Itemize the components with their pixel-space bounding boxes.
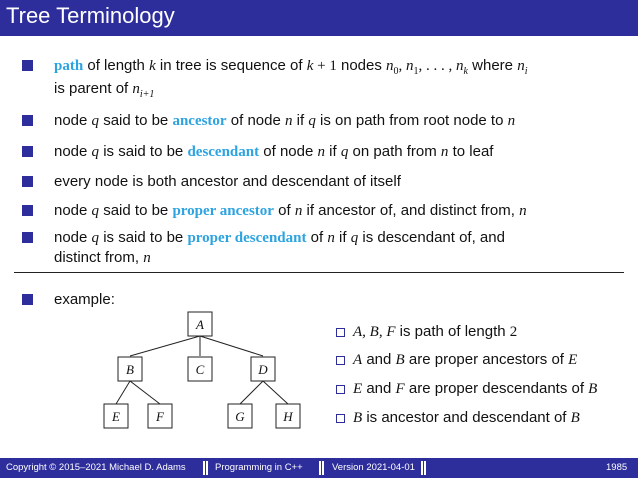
- keyword-descendant: descendant: [187, 144, 260, 160]
- tree-node-g: G: [235, 409, 245, 424]
- footer-separator: [421, 461, 423, 475]
- footer-version: Version 2021-04-01: [332, 462, 415, 473]
- edge-a-d: [200, 336, 263, 356]
- tree-diagram: [100, 306, 320, 434]
- title-bar: [0, 0, 638, 36]
- tree-node-c: C: [195, 362, 205, 377]
- edge-d-g: [240, 381, 263, 404]
- edge-a-b: [130, 336, 200, 356]
- sub-bullet-square-icon: [336, 356, 345, 365]
- bullet-square-icon: [22, 232, 33, 243]
- bullet-square-icon: [22, 115, 33, 126]
- bullet-square-icon: [22, 205, 33, 216]
- bullet-square-icon: [22, 176, 33, 187]
- edge-d-h: [263, 381, 288, 404]
- tree-node-b: B: [126, 362, 134, 377]
- edge-b-e: [116, 381, 130, 404]
- tree-node-h: H: [283, 409, 293, 424]
- tree-node-d: D: [258, 362, 268, 377]
- keyword-proper-ancestor: proper ancestor: [172, 203, 274, 219]
- sub-bullet-square-icon: [336, 328, 345, 337]
- tree-node-a: A: [196, 317, 204, 332]
- sub-bullet-square-icon: [336, 414, 345, 423]
- tree-node-e: E: [112, 409, 120, 424]
- footer-bar: [0, 458, 638, 478]
- footer-separator: [319, 461, 321, 475]
- keyword-proper-descendant: proper descendant: [187, 230, 307, 246]
- bullet-square-icon: [22, 294, 33, 305]
- footer-copyright: Copyright © 2015–2021 Michael D. Adams: [6, 462, 186, 473]
- footer-page-number: 1985: [606, 462, 628, 473]
- bullet-square-icon: [22, 146, 33, 157]
- tree-node-f: F: [156, 409, 164, 424]
- keyword-ancestor: ancestor: [172, 113, 227, 129]
- sub-bullet-square-icon: [336, 385, 345, 394]
- footer-separator: [203, 461, 205, 475]
- keyword-path: path: [54, 58, 84, 74]
- divider: [14, 272, 624, 273]
- slide-title: Tree Terminology: [6, 3, 175, 28]
- footer-course: Programming in C++: [215, 462, 303, 473]
- bullet-square-icon: [22, 60, 33, 71]
- edge-b-f: [130, 381, 160, 404]
